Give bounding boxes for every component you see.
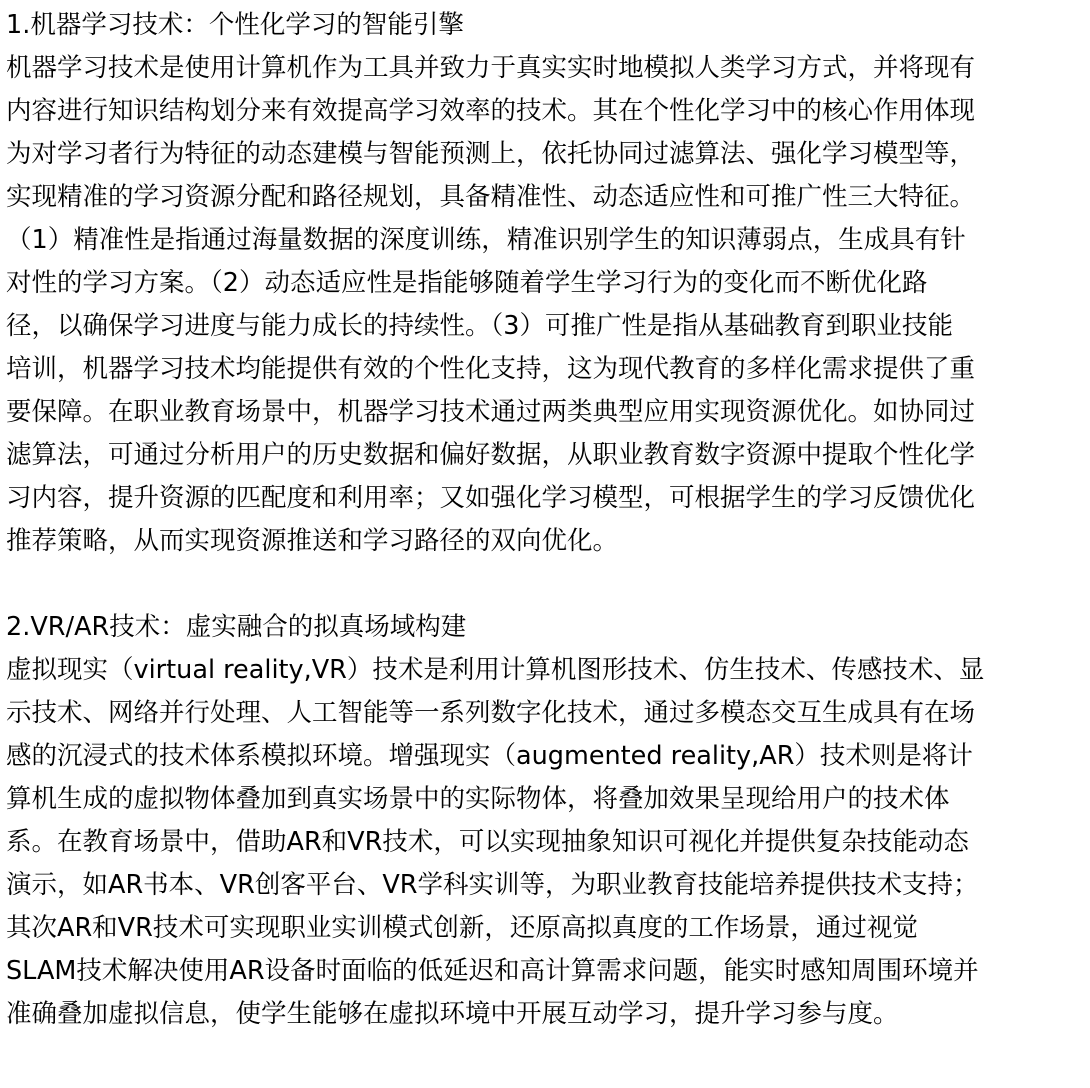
paragraph-line: （1）精准性是指通过海量数据的深度训练，精准识别学生的知识薄弱点，生成具有针: [6, 225, 966, 255]
paragraph-line: SLAM技术解决使用AR设备时面临的低延迟和高计算需求问题，能实时感知周围环境并: [6, 956, 979, 986]
paragraph-line: 推荐策略，从而实现资源推送和学习路径的双向优化。: [6, 526, 619, 556]
paragraph-line: 机器学习技术是使用计算机作为工具并致力于真实实时地模拟人类学习方式，并将现有: [6, 53, 976, 83]
paragraph-line: 内容进行知识结构划分来有效提高学习效率的技术。其在个性化学习中的核心作用体现: [6, 96, 976, 126]
paragraph-line: 对性的学习方案。（2）动态适应性是指能够随着学生学习行为的变化而不断优化路: [6, 268, 928, 298]
section-machine-learning: [6, 4, 1090, 563]
paragraph-line: 示技术、网络并行处理、人工智能等一系列数字化技术，通过多模态交互生成具有在场: [6, 698, 976, 728]
paragraph-line: 算机生成的虚拟物体叠加到真实场景中的实际物体，将叠加效果呈现给用户的技术体: [6, 784, 950, 814]
paragraph-line: 为对学习者行为特征的动态建模与智能预测上，依托协同过滤算法、强化学习模型等，: [6, 139, 976, 169]
paragraph-line: 习内容，提升资源的匹配度和利用率；又如强化学习模型，可根据学生的学习反馈优化: [6, 483, 976, 513]
paragraph-line: 滤算法，可通过分析用户的历史数据和偏好数据，从职业教育数字资源中提取个性化学: [6, 440, 976, 470]
paragraph-line: 虚拟现实（virtual reality,VR）技术是利用计算机图形技术、仿生技术、传感技术、显: [6, 655, 985, 685]
paragraph-line: 培训，机器学习技术均能提供有效的个性化支持，这为现代教育的多样化需求提供了重: [6, 354, 976, 384]
paragraph-line: 感的沉浸式的技术体系模拟环境。增强现实（augmented reality,AR）技术则是将计: [6, 741, 973, 771]
section-vr-ar: [6, 606, 1090, 1036]
paragraph-line: 演示，如AR书本、VR创客平台、VR学科实训等，为职业教育技能培养提供技术支持；: [6, 870, 979, 900]
section-heading: 1.机器学习技术：个性化学习的智能引擎: [6, 10, 464, 40]
section-heading: 2.VR/AR技术：虚实融合的拟真场域构建: [6, 612, 467, 642]
section-gap: [6, 563, 1090, 606]
paragraph-line: 系。在教育场景中，借助AR和VR技术，可以实现抽象知识可视化并提供复杂技能动态: [6, 827, 969, 857]
paragraph-line: 准确叠加虚拟信息，使学生能够在虚拟环境中开展互动学习，提升学习参与度。: [6, 999, 899, 1029]
paragraph-line: 要保障。在职业教育场景中，机器学习技术通过两类典型应用实现资源优化。如协同过: [6, 397, 976, 427]
paragraph-line: 实现精准的学习资源分配和路径规划，具备精准性、动态适应性和可推广性三大特征。: [6, 182, 976, 212]
paragraph-line: 其次AR和VR技术可实现职业实训模式创新，还原高拟真度的工作场景，通过视觉: [6, 913, 918, 943]
paragraph-line: 径，以确保学习进度与能力成长的持续性。（3）可推广性是指从基础教育到职业技能: [6, 311, 953, 341]
